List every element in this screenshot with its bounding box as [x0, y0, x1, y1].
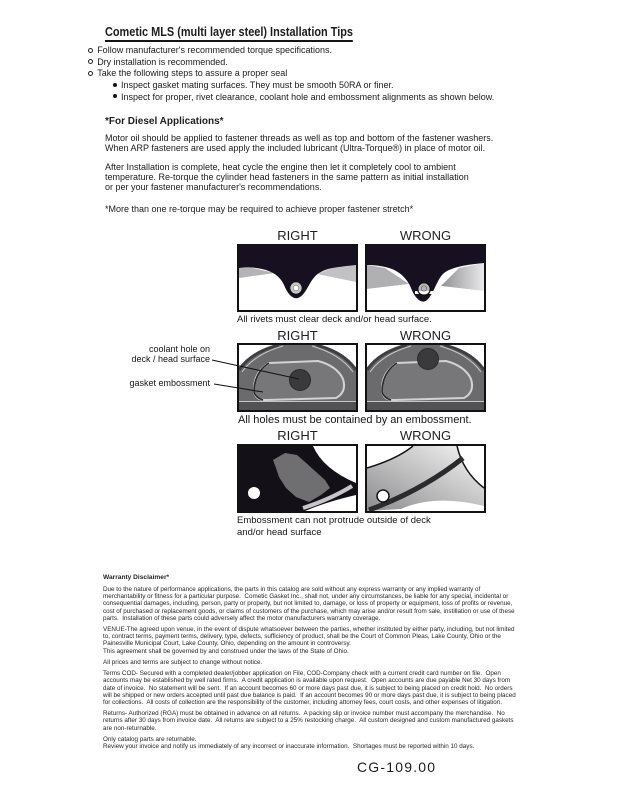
protrusion-right-box — [237, 444, 358, 513]
protrusion-wrong-box — [365, 444, 486, 513]
circle-bullet-icon — [88, 71, 93, 76]
warranty-paragraph: Terms COD- Secured with a completed dealer/jobber application on File, COD-Company check with a current credit card number on file. Open accounts may be established by well rated firms. A credit application is available upon request. Open accounts are due payable Net 30 days from date of invoice. No statement will be sent. If an account becomes 60 or more days past due, it is subject to being placed on credit hold. No orders will be shipped or new orders accepted until past due balance is paid. If an account becomes 90 or more days past due, it is subject to being placed for collections. All costs of collection are the responsibility of the customer, including attorney fees, court costs, and other expenses of litigation. — [103, 670, 518, 706]
embossment-wrong-illustration — [367, 345, 484, 410]
rivet-clearance-wrong-illustration — [367, 246, 484, 310]
embossment-right-box — [237, 343, 358, 412]
coolant-hole-label-line2: deck / head surface — [131, 353, 210, 364]
row1-caption: All rivets must clear deck and/or head surface. — [237, 314, 432, 325]
rivet-clearance-right-box — [237, 244, 358, 312]
tip-bullet-row — [88, 57, 494, 69]
row2-caption: All holes must be contained by an embossment. — [238, 414, 472, 426]
warranty-paragraph: All prices and terms are subject to change without notice. — [103, 658, 263, 666]
row1-wrong-label: WRONG — [399, 228, 452, 243]
diesel-paragraph-2: After Installation is complete, heat cycle the engine then let it completely cool to ambient temperature. Re-torque the cylinder head fasteners in the same pattern as initial installation or per your fastener manufacturer's recommendations. — [105, 162, 469, 193]
dot-bullet-icon — [113, 83, 117, 87]
tip-subbullet: Inspect gasket mating surfaces. They must be smooth 50RA or finer. — [121, 80, 394, 91]
warranty-paragraph: Due to the nature of performance applications, the parts in this catalog are sold without any express warranty or any implied warranty of merchantability or fitness for a particular purpose. Cometic Gasket Inc., shall not, under any circumstances, be liable for any special, incidental or consequential damages, including, person, party or property, but not limited to, damage, or loss of property or equipment, loss of profits or revenue, cost of purchased or replacement goods, or claims of customers of the purchase, which may arise and/or result from sale, instillation or use of these parts. Installation of these parts could adversely affect the motor manufacturers warranty coverage. — [103, 586, 517, 622]
coolant-hole-label-line1: coolant hole on — [148, 344, 210, 354]
embossment-wrong-box — [365, 343, 486, 412]
warranty-heading: Warranty Disclaimer* — [103, 574, 170, 581]
warranty-paragraph: Review your invoice and notify us immediately of any incorrect or inaccurate information. Shortages must be reported within 10 days. — [103, 743, 475, 751]
tip-bullet-row — [88, 68, 494, 80]
tip-bullet: Take the following steps to assure a proper seal — [97, 68, 288, 79]
row2-wrong-label: WRONG — [399, 328, 452, 343]
protrusion-right-illustration — [239, 446, 356, 511]
row3-right-label: RIGHT — [277, 428, 318, 443]
warranty-paragraph: Only catalog parts are returnable. — [103, 735, 197, 743]
row3-wrong-label: WRONG — [399, 428, 452, 443]
row3-caption: Embossment can not protrude outside of deck and/or head surface — [237, 515, 431, 538]
tip-subbullet-row — [88, 80, 494, 92]
row2-right-label: RIGHT — [277, 328, 318, 343]
warranty-paragraph: This agreement shall be governed by and construed under the laws of the State of Ohio. — [103, 647, 349, 655]
diesel-paragraph-1: Motor oil should be applied to fastener threads as well as top and bottom of the fastener washers. When ARP fasteners are used apply the included lubricant (Ultra-Torque®) in place of motor oil. — [105, 133, 494, 154]
tip-bullet-row — [88, 45, 494, 57]
diesel-heading: *For Diesel Applications* — [105, 116, 224, 127]
tip-subbullet: Inspect for proper, rivet clearance, coolant hole and embossment alignments as shown below. — [121, 91, 495, 102]
warranty-paragraph: Returns- Authorized (RGA) must be obtained in advance on all returns. A packing slip or invoice number must accompany the merchandise. No returns after 30 days from invoice date. All returns are subject to a 25% restocking charge. All custom designed and custom manufactured gaskets are non-returnable. — [103, 710, 516, 732]
retorque-note: *More than one re-torque may be required to achieve proper fastener stretch* — [105, 204, 414, 214]
tip-bullet: Follow manufacturer's recommended torque specifications. — [97, 45, 333, 55]
warranty-section — [103, 574, 518, 754]
catalog-page-code: CG-109.00 — [357, 759, 437, 775]
embossment-right-illustration — [239, 345, 356, 410]
dot-bullet-icon — [113, 94, 117, 98]
row1-right-label: RIGHT — [277, 228, 318, 243]
protrusion-wrong-illustration — [367, 446, 484, 511]
tip-subbullet-row — [88, 92, 494, 104]
circle-bullet-icon — [88, 59, 93, 64]
page-title: Cometic MLS (multi layer steel) Installation Tips — [105, 24, 353, 42]
gasket-embossment-label: gasket embossment — [129, 378, 210, 388]
tip-bullet: Dry installation is recommended. — [97, 56, 228, 67]
circle-bullet-icon — [88, 48, 93, 53]
coolant-hole-label — [108, 345, 210, 364]
warranty-paragraph: VENUE-The agreed upon venue, in the event of dispute whatsoever between the parties, whether instituted by either party, including, but not limited to, contract terms, payment terms, delivery, type, defects, sufficiency of product, shall be the Court of Common Pleas, Lake County, Ohio or the Painesville Municipal Court, Lake County, Ohio, depending on the amount in controversy. — [103, 626, 517, 648]
rivet-clearance-right-illustration — [239, 246, 356, 310]
rivet-clearance-wrong-box — [365, 244, 486, 312]
tips-list — [88, 45, 494, 103]
